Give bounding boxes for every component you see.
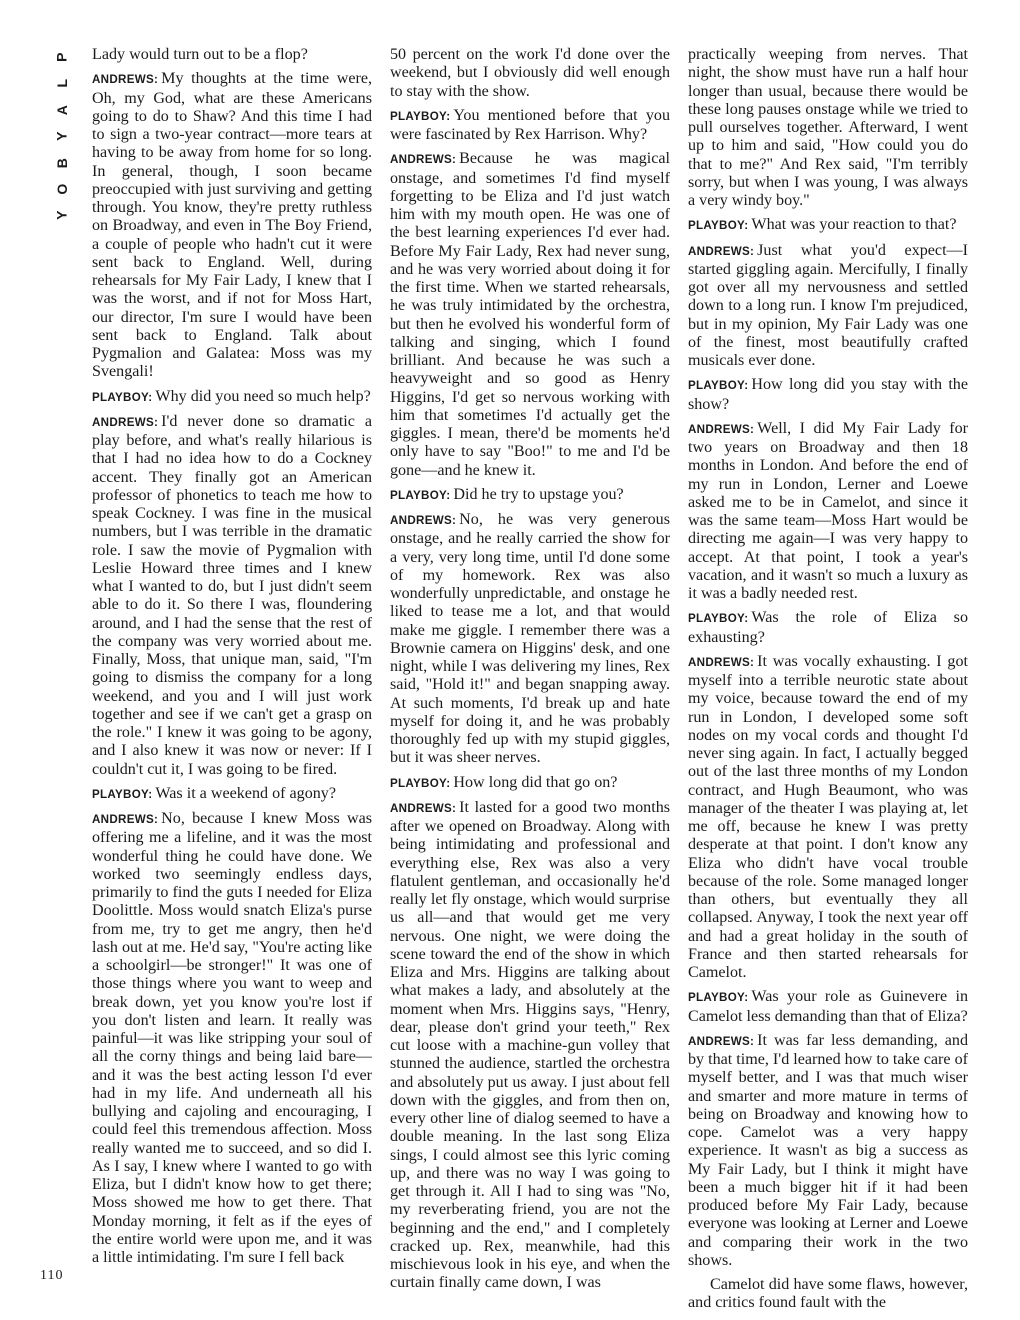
interview-paragraph xyxy=(688,1032,968,1270)
paragraph-text: No, because I knew Moss was offering me a lifeline, and it was the most wonderful thing he could have done. We worked two seemingly endless days, primarily to find the guts I needed for Eliza Doolittle. Moss would snatch Eliza's purse from me, try to get me angry, then he'd lash out at me. He'd say, "You're acting like a schoolgirl—be stronger!" It was one of those things where you want to weep and break down, yet you know you're lost if you don't listen and learn. It really was painful—it was like stripping your soul of all the corny things and being laid bare—and it was the best acting lesson I'd ever had in my life. And underneath all his bullying and cajoling and encouraging, I could feel this tremendous affection. Moss really wanted me to succeed, and so did I. As I say, I knew where I wanted to go with Eliza, but I didn't know how to get there; Moss showed me how to get there. That Monday morning, it felt as if the eyes of the entire world were upon me, and it was a little intimidating. I'm sure I fell back xyxy=(92,810,372,1266)
interview-paragraph xyxy=(92,46,372,64)
interview-paragraph xyxy=(390,774,670,793)
paragraph-text: How long did you stay with the show? xyxy=(688,376,968,413)
speaker-label: PLAYBOY: xyxy=(688,612,749,626)
paragraph-text: Was the role of Eliza so exhausting? xyxy=(688,609,968,646)
paragraph-text: How long did that go on? xyxy=(453,773,618,791)
page-number: 110 xyxy=(40,1268,64,1283)
speaker-label: ANDREWS: xyxy=(390,153,457,167)
speaker-label: ANDREWS: xyxy=(688,655,755,669)
paragraph-text: Was your role as Guinevere in Camelot less demanding than that of Eliza? xyxy=(688,988,968,1025)
interview-paragraph xyxy=(688,242,968,371)
interview-paragraph xyxy=(390,511,670,768)
interview-paragraph xyxy=(390,150,670,480)
speaker-label: PLAYBOY: xyxy=(390,776,451,790)
interview-paragraph xyxy=(390,107,670,145)
logo-letter: B xyxy=(53,157,70,168)
paragraph-text: I'd never done so dramatic a play before, and what's really hilarious is that I had no idea how to do a Cockney accent. They finally got an American professor of phonetics to teach me how to speak Cockney. I was fine in the musical numbers, but I was terrible in the dramatic role. I saw the movie of Pygmalion with Leslie Howard three times and I knew what I wanted to do, but I just didn't seem able to do it. So there I was, floundering around, and I had the sense that the rest of the company was very worried about me. Finally, Moss, that unique man, said, "I'm going to dismiss the company for a long weekend, and you and I will just work together and see if we can't get a grasp on the role." I knew it was going to be agony, and I also knew it was now or never: If I couldn't cut it, I was going to be fired. xyxy=(92,412,372,778)
interview-paragraph xyxy=(688,376,968,414)
paragraph-text: Camelot did have some flaws, however, and critics found fault with the xyxy=(688,1276,968,1312)
speaker-label: ANDREWS: xyxy=(92,415,159,429)
paragraph-text: My thoughts at the time were, Oh, my God, what are these Americans going to do to Shaw? And this time I had to sign a two-year contract—more tears at having to be away from home for so long. In general, though, I soon became preoccupied with just surviving and getting through. You know, they're pretty ruthless on Broadway, and even in The Boy Friend, a couple of people who hadn't cut it were sent back to England. Well, during rehearsals for My Fair Lady, I knew that I was the worst, and if not for Moss Hart, our director, I'm sure I would have been sent back to England. Talk about Pygmalion and Galatea: Moss was my Svengali! xyxy=(92,70,372,381)
paragraph-text: Did he try to upstage you? xyxy=(453,485,624,503)
paragraph-text: What was your reaction to that? xyxy=(751,216,957,234)
paragraph-text: Why did you need so much help? xyxy=(155,387,371,405)
logo-letter: A xyxy=(53,104,70,116)
speaker-label: ANDREWS: xyxy=(390,801,457,815)
speaker-label: PLAYBOY: xyxy=(390,109,451,123)
speaker-label: PLAYBOY: xyxy=(92,787,153,801)
speaker-label: PLAYBOY: xyxy=(688,379,749,393)
interview-paragraph xyxy=(92,388,372,407)
interview-paragraph xyxy=(688,609,968,647)
speaker-label: ANDREWS: xyxy=(688,422,755,436)
magazine-logo-vertical xyxy=(52,44,72,229)
paragraph-text: practically weeping from nerves. That night, the show must have run a half hour longer than usual, because there would be these long pauses onstage while we tried to pull ourselves together. Afterward, I went up to him and said, "How could you do that to me?" And Rex said, "I'm terribly sorry, but when I was young, I was always a very windy boy." xyxy=(688,46,968,209)
paragraph-text: Well, I did My Fair Lady for two years on Broadway and then 18 months in London. And before the end of my run in London, Lerner and Loewe asked me to be in Camelot, and since it was the same team—Moss Hart would be directing me again—I was very happy to accept. At that point, I took a year's vacation, and it wasn't so much a luxury as it was a badly needed rest. xyxy=(688,419,968,602)
speaker-label: PLAYBOY: xyxy=(92,390,153,404)
paragraph-text: It was far less demanding, and by that time, I'd learned how to take care of myself better, and I was that much wiser and smarter and more mature in terms of being on Broadway and knowing how to cope. Camelot was a very happy experience. It wasn't as big a success as My Fair Lady, but I think it might have been a much bigger hit if it had been produced before My Fair Lady, because everyone was looking at Lerner and Loewe and comparing their work in the two shows. xyxy=(688,1031,968,1269)
interview-paragraph xyxy=(92,785,372,804)
speaker-label: ANDREWS: xyxy=(688,1034,755,1048)
logo-letter: L xyxy=(53,79,70,88)
paragraph-text: Because he was magical onstage, and sometimes I'd find myself forgetting to be Eliza and I'd just watch him with my mouth open. He was one of the best learning experiences I'd ever had. Before My Fair Lady, Rex had never sung, and he was very worried about doing it for the first time. When we started rehearsals, he was truly intimidated by the orchestra, but then he evolved his wonderful form of talking and singing, which I found brilliant. And because he was such a heavyweight and so good as Henry Higgins, I'd get so nervous working with him that sometimes I'd actually get the giggles. I mean, there'd be moments he'd only have to say "Boo!" to me and I'd be gone—and he knew it. xyxy=(390,150,670,479)
speaker-label: ANDREWS: xyxy=(92,73,159,87)
interview-paragraph xyxy=(688,1276,968,1313)
interview-paragraph xyxy=(688,46,968,210)
interview-paragraph xyxy=(390,799,670,1293)
paragraph-text: You mentioned before that you were fascinated by Rex Harrison. Why? xyxy=(390,106,670,143)
speaker-label: ANDREWS: xyxy=(390,514,457,527)
interview-paragraph xyxy=(390,486,670,505)
paragraph-text: It was vocally exhausting. I got myself into a terrible neurotic state about my voice, because toward the end of my run in London, I developed some soft nodes on my vocal cords and thought I'd never sing again. In fact, I actually begged out of the last three months of my London contract, and Hugh Beaumont, who was manager of the theater I was playing at, let me off, because he knew I was pretty desperate at that point. I don't know any Eliza who didn't have vocal trouble because of the role. Some managed longer than others, but eventually they all collapsed. Anyway, I took the next year off and had a great holiday in the south of France and then started rehearsals for Camelot. xyxy=(688,652,968,981)
speaker-label: ANDREWS: xyxy=(92,813,159,826)
paragraph-text: 50 percent on the work I'd done over the weekend, but I obviously did well enough to stay with the show. xyxy=(390,46,670,100)
interview-paragraph xyxy=(688,988,968,1026)
interview-paragraph xyxy=(92,70,372,381)
speaker-label: PLAYBOY: xyxy=(688,991,749,1005)
interview-paragraph xyxy=(92,413,372,779)
logo-letter: Y xyxy=(53,131,70,142)
paragraph-text: It lasted for a good two months after we opened on Broadway. Along with being intimidating and professional and everything else, Rex was also a very flatulent gentleman, and occasionally he'd really let fly onstage, which would surprise us all—and that would get me very nervous. One night, we were doing the scene toward the end of the show in which Eliza and Mrs. Higgins are talking about what makes a lady, and absolutely at the moment when Mrs. Higgins says, "Henry, dear, please don't grind your teeth," Rex cut loose with a machine-gun volley that stunned the audience, startled the orchestra and absolutely put us away. I just about fell down with the giggles, and from then on, every other line of dialog seemed to have a double meaning. In the last song Eliza sings, I could almost see this lyric coming up, and there was no way I was going to get through it. All I had to sing was "No, my reverberating friend, you are not the beginning and the end," and I completely cracked up. Rex, meanwhile, had this mischievous look in his eye, and when the curtain finally came down, I was xyxy=(390,798,670,1292)
paragraph-text: Lady would turn out to be a flop? xyxy=(92,46,308,63)
logo-letter: Y xyxy=(53,210,70,221)
paragraph-text: Was it a weekend of agony? xyxy=(155,784,336,802)
speaker-label: PLAYBOY: xyxy=(688,219,749,233)
logo-letter: O xyxy=(53,183,70,195)
text-column-2 xyxy=(390,46,670,1299)
speaker-label: PLAYBOY: xyxy=(390,488,451,502)
interview-paragraph xyxy=(92,810,372,1267)
interview-paragraph xyxy=(688,420,968,604)
paragraph-text: Just what you'd expect—I started giggling again. Mercifully, I finally got over all my nervousness and settled down to a long run. I know I'm prejudiced, but in my opinion, My Fair Lady was one of the finest, most beautifully crafted musicals ever done. xyxy=(688,241,968,369)
interview-paragraph xyxy=(688,216,968,235)
logo-letter: P xyxy=(53,52,70,62)
text-column-1 xyxy=(92,46,372,1273)
interview-paragraph xyxy=(688,653,968,983)
speaker-label: ANDREWS: xyxy=(688,244,755,258)
paragraph-text: No, he was very generous onstage, and he really carried the show for a very, very long time, until I'd done some of my homework. Rex was also wonderfully unpredictable, and onstage he liked to tease me a lot, and that would make me giggle. I remember there was a Brownie camera on Higgins' desk, and one night, while I was delivering my lines, Rex said, "Hold it!" and began snapping away. At such moments, I'd break up and hate myself for doing it, and he was probably thoroughly fed up with my stupid giggles, but it was sheer nerves. xyxy=(390,511,670,767)
text-column-3 xyxy=(688,46,968,1319)
interview-paragraph xyxy=(390,46,670,101)
